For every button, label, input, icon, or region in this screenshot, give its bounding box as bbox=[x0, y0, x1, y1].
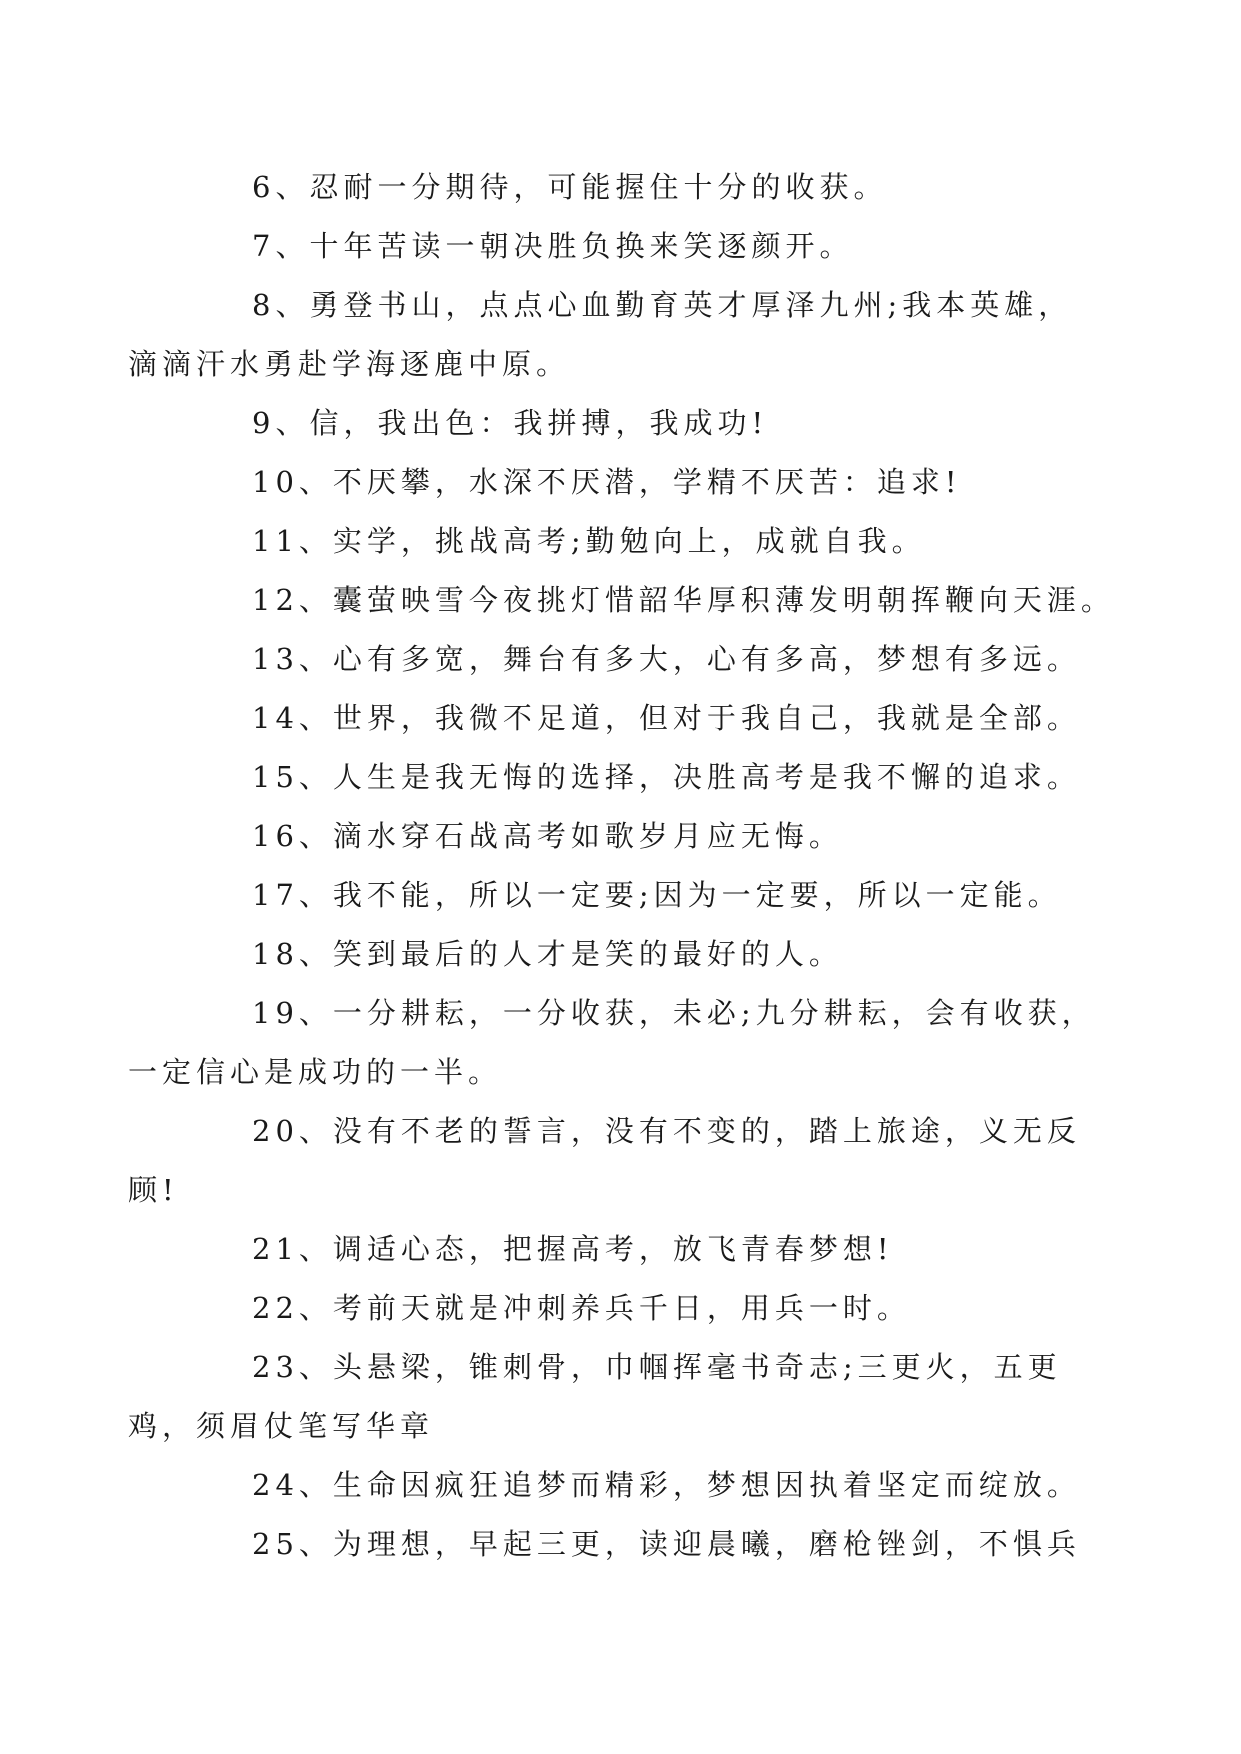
paragraph-line-continued: 一定信心是成功的一半。 bbox=[128, 1055, 503, 1089]
paragraph-13 bbox=[190, 630, 1081, 689]
paragraph-line: 16、滴水穿石战高考如歌岁月应无悔。 bbox=[252, 819, 843, 853]
paragraph-7 bbox=[190, 217, 1070, 276]
paragraph-8 bbox=[128, 276, 1073, 394]
paragraph-line: 23、头悬梁，锥刺骨，巾帼挥毫书奇志;三更火，五更 bbox=[252, 1350, 1062, 1384]
document-body bbox=[128, 158, 1115, 1574]
paragraph-19 bbox=[128, 984, 1096, 1102]
paragraph-line: 24、生命因疯狂追梦而精彩，梦想因执着坚定而绽放。 bbox=[252, 1468, 1081, 1502]
paragraph-9 bbox=[190, 394, 1070, 453]
paragraph-17 bbox=[190, 866, 1070, 925]
paragraph-11 bbox=[190, 512, 1070, 571]
paragraph-12 bbox=[190, 571, 1115, 630]
paragraph-23 bbox=[128, 1338, 1070, 1456]
paragraph-line: 9、信，我出色：我拼搏，我成功! bbox=[252, 406, 769, 440]
paragraph-line: 19、一分耕耘，一分收获，未必;九分耕耘，会有收获， bbox=[252, 996, 1096, 1030]
paragraph-6 bbox=[190, 158, 1070, 217]
paragraph-24 bbox=[190, 1456, 1081, 1515]
paragraph-line: 7、十年苦读一朝决胜负换来笑逐颜开。 bbox=[252, 229, 854, 263]
paragraph-line: 14、世界，我微不足道，但对于我自己，我就是全部。 bbox=[252, 701, 1081, 735]
paragraph-10 bbox=[190, 453, 1070, 512]
paragraph-21 bbox=[190, 1220, 1070, 1279]
paragraph-line: 21、调适心态，把握高考，放飞青春梦想! bbox=[252, 1232, 894, 1266]
paragraph-25 bbox=[190, 1515, 1081, 1574]
paragraph-line: 17、我不能，所以一定要;因为一定要，所以一定能。 bbox=[252, 878, 1062, 912]
paragraph-line: 13、心有多宽，舞台有多大，心有多高，梦想有多远。 bbox=[252, 642, 1081, 676]
paragraph-22 bbox=[190, 1279, 1070, 1338]
paragraph-16 bbox=[190, 807, 1070, 866]
paragraph-line: 8、勇登书山，点点心血勤育英才厚泽九州;我本英雄， bbox=[252, 288, 1073, 322]
paragraph-line-continued: 滴滴汗水勇赴学海逐鹿中原。 bbox=[128, 347, 571, 381]
paragraph-line: 18、笑到最后的人才是笑的最好的人。 bbox=[252, 937, 843, 971]
paragraph-line: 25、为理想，早起三更，读迎晨曦，磨枪锉剑，不惧兵 bbox=[252, 1527, 1081, 1561]
paragraph-line: 6、忍耐一分期待，可能握住十分的收获。 bbox=[252, 170, 888, 204]
paragraph-line: 11、实学，挑战高考;勤勉向上，成就自我。 bbox=[252, 524, 926, 558]
paragraph-15 bbox=[190, 748, 1081, 807]
paragraph-line: 12、囊萤映雪今夜挑灯惜韶华厚积薄发明朝挥鞭向天涯。 bbox=[252, 583, 1115, 617]
paragraph-line: 15、人生是我无悔的选择，决胜高考是我不懈的追求。 bbox=[252, 760, 1081, 794]
paragraph-20 bbox=[128, 1102, 1081, 1220]
paragraph-line-continued: 顾! bbox=[128, 1173, 179, 1207]
paragraph-line-continued: 鸡，须眉仗笔写华章 bbox=[128, 1409, 435, 1443]
paragraph-line: 10、不厌攀，水深不厌潜，学精不厌苦：追求! bbox=[252, 465, 962, 499]
paragraph-line: 20、没有不老的誓言，没有不变的，踏上旅途，义无反 bbox=[252, 1114, 1081, 1148]
paragraph-18 bbox=[190, 925, 1070, 984]
paragraph-line: 22、考前天就是冲刺养兵千日，用兵一时。 bbox=[252, 1291, 911, 1325]
paragraph-14 bbox=[190, 689, 1081, 748]
